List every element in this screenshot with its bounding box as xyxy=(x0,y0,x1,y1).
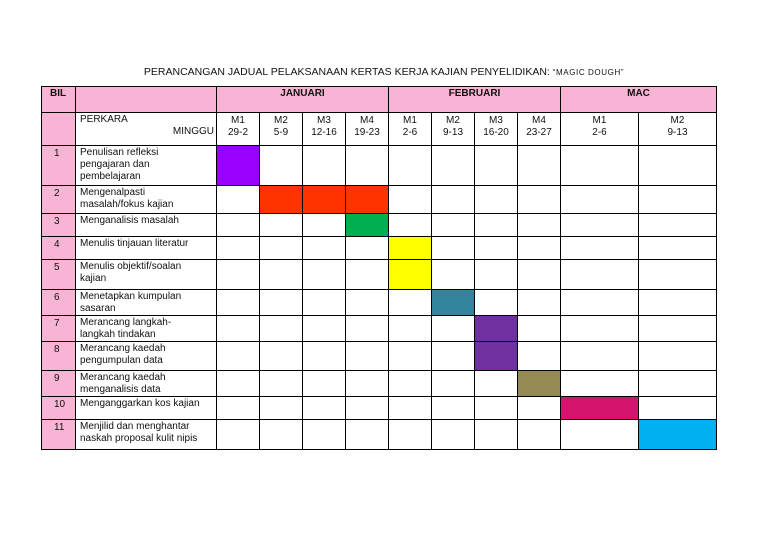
task-description-line: pengumpulan data xyxy=(80,355,163,366)
task-description-line: Merancang kaedah xyxy=(80,372,166,383)
week-dates: 23-27 xyxy=(526,127,552,138)
schedule-cell xyxy=(518,397,561,420)
schedule-cell xyxy=(346,316,389,342)
task-description-line: Merancang kaedah xyxy=(80,343,166,354)
week-dates: 2-6 xyxy=(592,127,607,138)
week-header xyxy=(303,113,346,146)
task-row xyxy=(42,371,717,397)
task-description xyxy=(76,186,217,214)
schedule-cell xyxy=(260,290,303,316)
task-row xyxy=(42,316,717,342)
schedule-cell xyxy=(518,290,561,316)
schedule-cell xyxy=(260,237,303,260)
schedule-cell xyxy=(639,397,717,420)
week-header xyxy=(217,113,260,146)
schedule-cell xyxy=(217,420,260,450)
task-description-line: Menulis tinjauan literatur xyxy=(80,238,189,249)
task-description-line: Penulisan refleksi xyxy=(80,147,159,158)
schedule-cell xyxy=(303,397,346,420)
week-header xyxy=(518,113,561,146)
schedule-cell xyxy=(518,420,561,450)
schedule-cell xyxy=(217,260,260,290)
title-project: “MAGIC DOUGH” xyxy=(552,68,625,77)
schedule-cell xyxy=(561,316,639,342)
task-number: 4 xyxy=(42,237,76,260)
schedule-bar-cell xyxy=(260,186,303,214)
schedule-cell xyxy=(346,260,389,290)
schedule-cell xyxy=(346,342,389,371)
task-description-line: Mengenalpasti xyxy=(80,187,146,198)
schedule-cell xyxy=(217,214,260,237)
week-header xyxy=(346,113,389,146)
schedule-bar-cell xyxy=(432,290,475,316)
schedule-cell xyxy=(217,316,260,342)
schedule-cell xyxy=(639,342,717,371)
schedule-cell xyxy=(303,316,346,342)
schedule-cell xyxy=(389,186,432,214)
schedule-cell xyxy=(475,237,518,260)
week-dates: 9-13 xyxy=(442,127,463,138)
task-description-line: pembelajaran xyxy=(80,171,141,182)
schedule-bar-cell xyxy=(561,397,639,420)
week-header-row xyxy=(42,113,717,146)
task-description-line: masalah/fokus kajian xyxy=(80,199,174,210)
schedule-bar-cell xyxy=(346,214,389,237)
schedule-cell xyxy=(432,237,475,260)
schedule-cell xyxy=(260,371,303,397)
schedule-cell xyxy=(217,371,260,397)
task-number: 10 xyxy=(42,397,76,420)
schedule-cell xyxy=(561,260,639,290)
schedule-cell xyxy=(639,290,717,316)
schedule-cell xyxy=(639,146,717,186)
schedule-cell xyxy=(432,260,475,290)
schedule-cell xyxy=(518,146,561,186)
schedule-cell xyxy=(561,237,639,260)
schedule-cell xyxy=(561,342,639,371)
task-description-line: langkah tindakan xyxy=(80,329,156,340)
schedule-cell xyxy=(475,260,518,290)
task-row xyxy=(42,237,717,260)
schedule-cell xyxy=(475,420,518,450)
schedule-cell xyxy=(561,186,639,214)
month-header-januari: JANUARI xyxy=(217,87,389,113)
task-description xyxy=(76,290,217,316)
schedule-cell xyxy=(561,214,639,237)
task-description xyxy=(76,371,217,397)
schedule-cell xyxy=(389,397,432,420)
schedule-cell xyxy=(432,397,475,420)
schedule-cell xyxy=(561,420,639,450)
week-dates: 16-20 xyxy=(483,127,509,138)
schedule-cell xyxy=(303,342,346,371)
week-label: M2 xyxy=(670,115,685,126)
schedule-cell xyxy=(303,237,346,260)
schedule-cell xyxy=(639,371,717,397)
schedule-cell xyxy=(346,371,389,397)
schedule-cell xyxy=(475,397,518,420)
task-description xyxy=(76,214,217,237)
schedule-cell xyxy=(346,237,389,260)
task-description-line: kajian xyxy=(80,273,107,284)
schedule-cell xyxy=(260,146,303,186)
task-number: 8 xyxy=(42,342,76,371)
schedule-bar-cell xyxy=(475,342,518,371)
week-dates: 12-16 xyxy=(311,127,337,138)
schedule-table xyxy=(41,86,717,450)
schedule-cell xyxy=(389,420,432,450)
task-number: 7 xyxy=(42,316,76,342)
schedule-cell xyxy=(561,290,639,316)
task-number: 2 xyxy=(42,186,76,214)
week-label: M4 xyxy=(360,115,374,126)
task-description xyxy=(76,260,217,290)
schedule-cell xyxy=(518,342,561,371)
task-description-line: naskah proposal kulit nipis xyxy=(80,433,198,444)
week-label: M4 xyxy=(532,115,546,126)
week-header xyxy=(639,113,717,146)
schedule-cell xyxy=(217,397,260,420)
schedule-cell xyxy=(475,146,518,186)
schedule-cell xyxy=(432,316,475,342)
schedule-cell xyxy=(518,214,561,237)
task-description-line: Menulis objektif/soalan xyxy=(80,261,182,272)
week-header xyxy=(561,113,639,146)
bil-subheader xyxy=(42,113,76,146)
week-dates: 5-9 xyxy=(273,127,289,138)
week-label: M3 xyxy=(317,115,331,126)
schedule-cell xyxy=(389,214,432,237)
schedule-cell xyxy=(518,316,561,342)
schedule-cell xyxy=(260,397,303,420)
schedule-cell xyxy=(303,260,346,290)
task-row xyxy=(42,342,717,371)
schedule-cell xyxy=(260,420,303,450)
schedule-cell xyxy=(217,186,260,214)
task-number: 3 xyxy=(42,214,76,237)
task-row xyxy=(42,146,717,186)
task-description-line: sasaran xyxy=(80,303,116,314)
task-row xyxy=(42,397,717,420)
task-description xyxy=(76,316,217,342)
schedule-cell xyxy=(217,237,260,260)
task-description-line: pengajaran dan xyxy=(80,159,150,170)
week-header xyxy=(432,113,475,146)
schedule-bar-cell xyxy=(303,186,346,214)
task-description xyxy=(76,146,217,186)
week-label: M1 xyxy=(592,115,607,126)
week-header xyxy=(260,113,303,146)
week-header xyxy=(475,113,518,146)
task-description-line: Menetapkan kumpulan xyxy=(80,291,182,302)
task-description xyxy=(76,342,217,371)
schedule-cell xyxy=(639,237,717,260)
task-description-line: Menganalisis masalah xyxy=(80,215,179,226)
schedule-cell xyxy=(389,316,432,342)
week-label: M1 xyxy=(231,115,245,126)
schedule-cell xyxy=(432,420,475,450)
task-number: 5 xyxy=(42,260,76,290)
week-dates: 19-23 xyxy=(354,127,380,138)
blank-header xyxy=(76,87,217,113)
schedule-cell xyxy=(303,420,346,450)
schedule-cell xyxy=(561,371,639,397)
schedule-cell xyxy=(639,260,717,290)
schedule-cell xyxy=(475,214,518,237)
week-dates: 9-13 xyxy=(667,127,688,138)
schedule-cell xyxy=(346,290,389,316)
schedule-cell xyxy=(639,316,717,342)
schedule-cell xyxy=(303,371,346,397)
task-number: 11 xyxy=(42,420,76,450)
schedule-bar-cell xyxy=(389,260,432,290)
schedule-cell xyxy=(303,214,346,237)
schedule-cell xyxy=(346,397,389,420)
schedule-cell xyxy=(346,420,389,450)
document-title xyxy=(0,66,768,78)
task-description-line: menganalisis data xyxy=(80,384,161,395)
schedule-cell xyxy=(260,260,303,290)
week-label: M2 xyxy=(446,115,460,126)
perkara-minggu-header xyxy=(76,113,217,146)
schedule-bar-cell xyxy=(217,146,260,186)
task-row xyxy=(42,186,717,214)
schedule-cell xyxy=(561,146,639,186)
task-description xyxy=(76,420,217,450)
perkara-label: PERKARA xyxy=(80,114,128,125)
month-header-mac: MAC xyxy=(561,87,717,113)
schedule-cell xyxy=(432,146,475,186)
task-description xyxy=(76,237,217,260)
schedule-cell xyxy=(260,214,303,237)
week-label: M2 xyxy=(274,115,288,126)
schedule-cell xyxy=(303,146,346,186)
schedule-cell xyxy=(475,186,518,214)
schedule-cell xyxy=(389,342,432,371)
task-row xyxy=(42,290,717,316)
schedule-bar-cell xyxy=(518,371,561,397)
schedule-bar-cell xyxy=(389,237,432,260)
task-row xyxy=(42,420,717,450)
schedule-cell xyxy=(432,186,475,214)
week-header xyxy=(389,113,432,146)
task-description-line: Merancang langkah- xyxy=(80,317,172,328)
task-number: 1 xyxy=(42,146,76,186)
schedule-cell xyxy=(389,146,432,186)
schedule-cell xyxy=(518,237,561,260)
schedule-cell xyxy=(303,290,346,316)
schedule-bar-cell xyxy=(346,186,389,214)
week-label: M3 xyxy=(489,115,503,126)
month-header-februari: FEBRUARI xyxy=(389,87,561,113)
schedule-cell xyxy=(639,214,717,237)
schedule-cell xyxy=(518,186,561,214)
schedule-bar-cell xyxy=(639,420,717,450)
schedule-cell xyxy=(260,342,303,371)
schedule-cell xyxy=(260,316,303,342)
schedule-cell xyxy=(475,371,518,397)
schedule-cell xyxy=(432,371,475,397)
schedule-cell xyxy=(389,371,432,397)
schedule-cell xyxy=(518,260,561,290)
schedule-cell xyxy=(217,290,260,316)
week-label: M1 xyxy=(403,115,417,126)
schedule-cell xyxy=(639,186,717,214)
schedule-cell xyxy=(432,342,475,371)
week-dates: 29-2 xyxy=(227,127,248,138)
task-description-line: Menganggarkan kos kajian xyxy=(80,398,200,409)
schedule-bar-cell xyxy=(475,316,518,342)
task-row xyxy=(42,214,717,237)
task-description xyxy=(76,397,217,420)
schedule-cell xyxy=(432,214,475,237)
task-number: 6 xyxy=(42,290,76,316)
schedule-cell xyxy=(217,342,260,371)
minggu-label: MINGGU xyxy=(172,126,214,137)
bil-header: BIL xyxy=(42,87,76,113)
week-dates: 2-6 xyxy=(402,127,418,138)
task-description-line: Menjilid dan menghantar xyxy=(80,421,190,432)
title-main: PERANCANGAN JADUAL PELAKSANAAN KERTAS KERJA KAJIAN PENYELIDIKAN: xyxy=(143,66,553,78)
task-number: 9 xyxy=(42,371,76,397)
schedule-cell xyxy=(475,290,518,316)
task-row xyxy=(42,260,717,290)
schedule-cell xyxy=(389,290,432,316)
month-header-row xyxy=(42,87,717,113)
schedule-cell xyxy=(346,146,389,186)
